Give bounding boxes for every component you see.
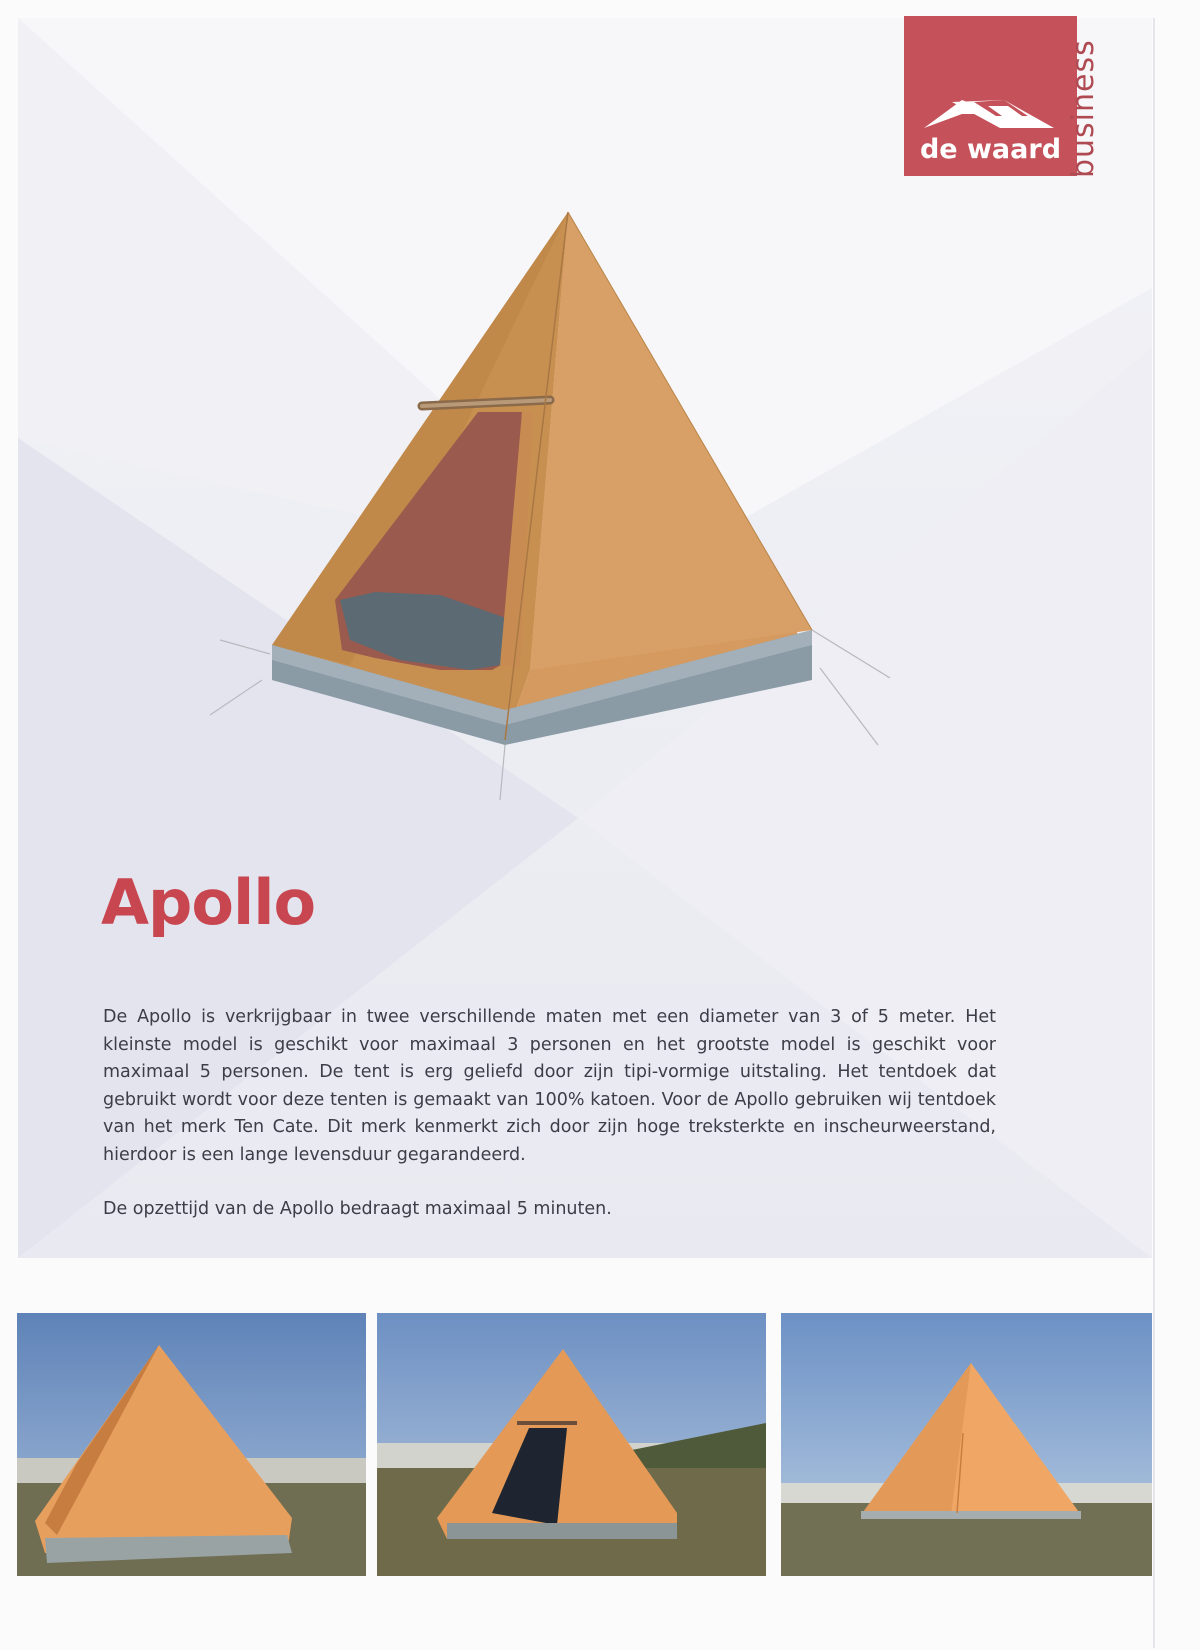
tent-roof-logo-icon [904, 16, 1077, 136]
page-edge-rule [1153, 18, 1155, 1648]
tent-photo-side-view [17, 1313, 366, 1576]
setup-time-note: De opzettijd van de Apollo bedraagt maximaal 5 minuten. [103, 1199, 612, 1219]
tent-photo-door-view [377, 1313, 766, 1576]
apollo-tent-hero-image [200, 200, 900, 820]
division-label: business [1066, 39, 1101, 178]
tent-photo-back-view [781, 1313, 1152, 1576]
logo-wordmark: de waard [919, 134, 1062, 165]
product-title: Apollo [101, 866, 316, 939]
brand-logo[interactable] [904, 16, 1077, 176]
product-description: De Apollo is verkrijgbaar in twee verschillende maten met een diameter van 3 of 5 meter. Het kleinste model is geschikt voor maximaal 3 personen en het grootste model is geschikt voor maximaal 5 personen. De tent is erg geliefd door zijn tipi-vormige uitstaling. Het tentdoek dat gebruikt wordt voor deze tenten is gemaakt van 100% katoen. Voor de Apollo gebruiken wij tentdoek van het merk Ten Cate. Dit merk kenmerkt zich door zijn hoge treksterkte en inscheurweerstand, hierdoor is een lange levensduur gegarandeerd. [103, 1007, 996, 1165]
